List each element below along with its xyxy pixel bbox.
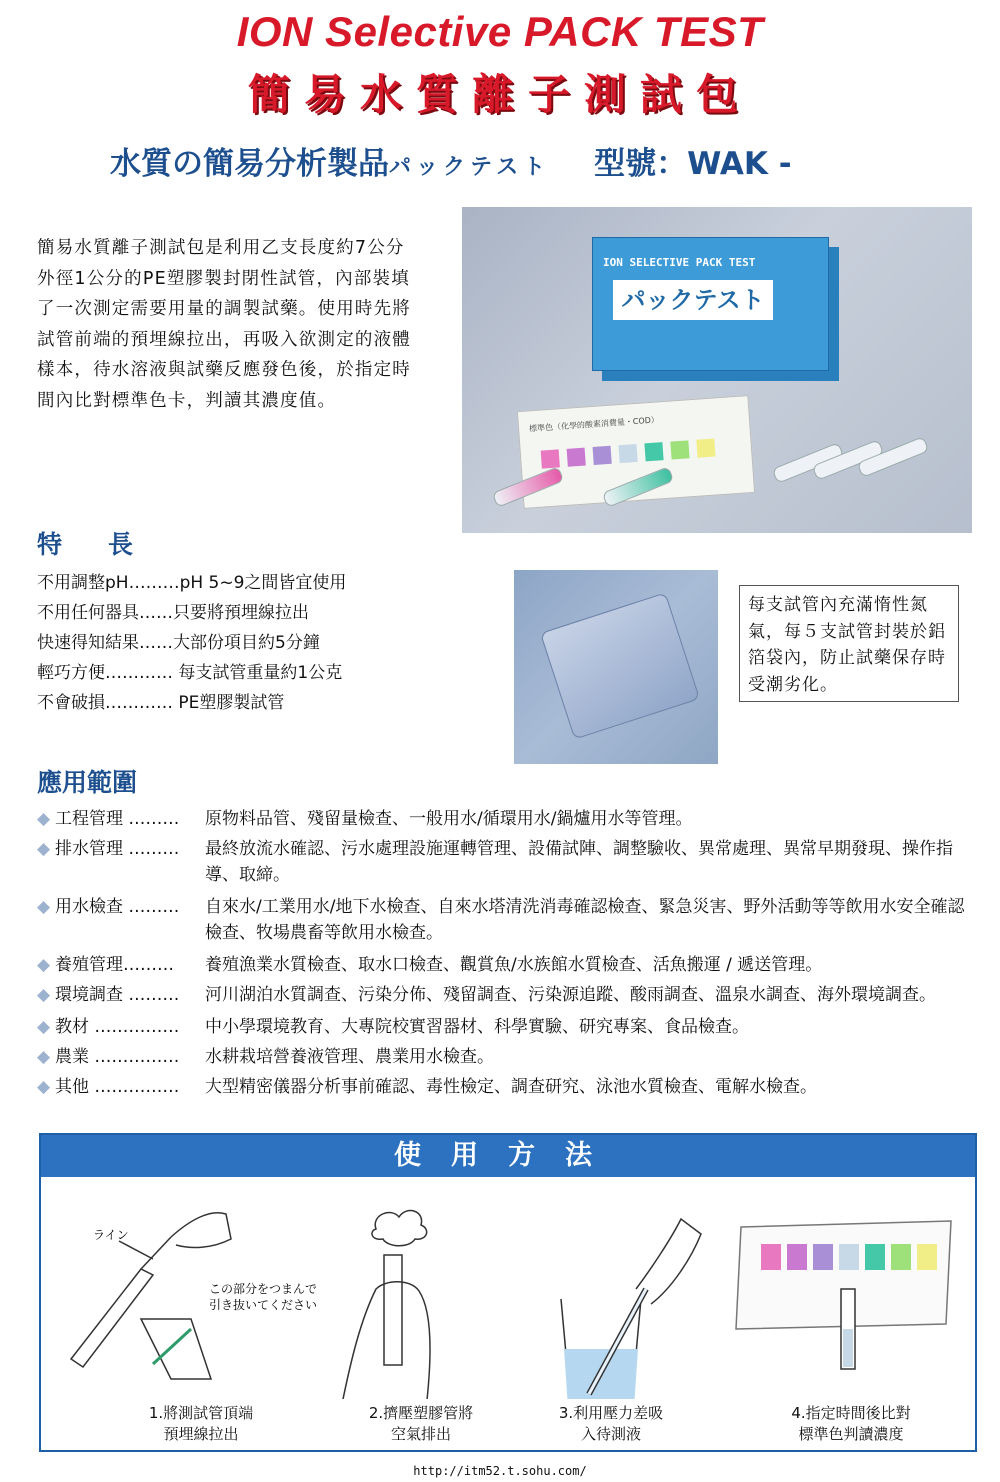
usage-illustrations: [41, 1179, 975, 1399]
chart-chip: [839, 1244, 859, 1270]
feature-item: 輕巧方便………… 每支試管重量約1公克: [37, 663, 343, 683]
diamond-bullet-icon: ◆: [37, 955, 51, 975]
applications-list: [37, 806, 967, 1100]
feature-item: 不用調整pH………pH 5~9之間皆宜使用: [37, 573, 347, 593]
diamond-bullet-icon: ◆: [37, 839, 51, 859]
step4-illustration: [736, 1221, 951, 1369]
color-chip: [644, 442, 663, 461]
step-2: 2.擠壓塑膠管將 空氣排出: [368, 1404, 474, 1443]
box-brand: パックテスト: [613, 280, 773, 320]
step-3: 3.利用壓力差吸 入待測液: [558, 1404, 664, 1443]
card-label: 標準色（化學的酸素消費量・COD）: [528, 415, 660, 434]
features-heading-2: 長: [108, 530, 136, 559]
line-label: ライン: [93, 1228, 129, 1242]
diamond-bullet-icon: ◆: [37, 809, 51, 829]
step1-illustration: [71, 1213, 317, 1379]
color-chip: [593, 446, 612, 465]
color-chip: [696, 439, 715, 458]
diamond-bullet-icon: ◆: [37, 985, 51, 1005]
chart-chip: [761, 1244, 781, 1270]
model-number: 型號：WAK -: [594, 146, 792, 182]
diamond-bullet-icon: ◆: [37, 1017, 51, 1037]
step-4: 4.指定時間後比對 標準色判讀濃度: [791, 1404, 911, 1443]
color-chip: [567, 448, 586, 467]
diamond-bullet-icon: ◆: [37, 1047, 51, 1067]
color-chip: [541, 449, 560, 468]
foil-note: 每支試管內充滿惰性氮氣，每５支試管封裝於鋁箔袋內，防止試藥保存時受潮劣化。: [739, 585, 959, 702]
application-item: ◆ 用水檢查 ……… 自來水/工業用水/地下水檢查、自來水塔清洗消毒確認檢查、緊急災害、野外活動等等飲用水安全確認檢查、牧場農畜等飲用水檢查。: [37, 894, 967, 946]
chart-chip: [865, 1244, 885, 1270]
title-chinese: 簡易水質離子測試包: [247, 70, 752, 119]
subtitle: [110, 138, 792, 183]
step2-illustration: [341, 1211, 430, 1399]
features-heading-1: 特: [37, 530, 65, 559]
application-item: ◆ 排水管理 ……… 最終放流水確認、污水處理設施運轉管理、設備試陣、調整驗收、異常處理、異常早期發現、操作指導、取締。: [37, 836, 967, 888]
usage-method-heading: 使用方法: [41, 1135, 975, 1177]
feature-item: 快速得知結果……大部份項目約5分鐘: [37, 633, 320, 653]
pull-label-2: 引き抜いてください: [209, 1298, 318, 1312]
feature-item: 不用任何器具……只要將預埋線拉出: [37, 603, 309, 623]
footer-url[interactable]: http://itm52.t.sohu.com/: [413, 1464, 587, 1478]
intro-paragraph: 簡易水質離子測試包是利用乙支長度約7公分外徑1公分的PE塑膠製封閉性試管，內部裝填了一次測定需要用量的調製試藥。使用時先將試管前端的預埋線拉出，再吸入欲測定的液體樣本，待水溶液與試藥反應發色後，於指定時間內比對標準色卡，判讀其濃度值。: [37, 238, 411, 411]
color-chip: [670, 440, 689, 459]
chart-chip: [813, 1244, 833, 1270]
subtitle-kana: パックテスト: [389, 155, 551, 180]
usage-method-panel: [39, 1133, 977, 1452]
application-item: ◆ 環境調查 ……… 河川湖泊水質調查、污染分佈、殘留調查、污染源追蹤、酸雨調查、溫泉水調查、海外環境調查。: [37, 982, 967, 1008]
features-list: [37, 568, 346, 718]
step-1: 1.將測試管頂端 預埋線拉出: [148, 1404, 254, 1443]
color-chip: [618, 444, 637, 463]
title-english: ION Selective PACK TEST: [236, 8, 764, 55]
application-item: ◆ 其他 …………… 大型精密儀器分析事前確認、毒性檢定、調查研究、泳池水質檢查、電解水檢查。: [37, 1074, 967, 1100]
application-item: ◆ 教材 …………… 中小學環境教育、大專院校實習器材、科學實驗、研究專案、食品檢查。: [37, 1014, 967, 1040]
application-item: ◆ 工程管理 ……… 原物料品管、殘留量檢查、一般用水/循環用水/鍋爐用水等管理。: [37, 806, 967, 832]
feature-item: 不會破損………… PE塑膠製試管: [37, 693, 285, 713]
chart-chip: [917, 1244, 937, 1270]
features-heading: [37, 525, 135, 561]
pull-label-1: この部分をつまんで: [209, 1282, 318, 1296]
applications-heading: 應用範圍: [37, 768, 138, 797]
chart-chip: [787, 1244, 807, 1270]
application-item: ◆ 農業 …………… 水耕栽培營養液管理、農業用水檢查。: [37, 1044, 967, 1070]
product-photo: [462, 207, 972, 533]
chart-chip: [891, 1244, 911, 1270]
step3-illustration: [561, 1219, 701, 1399]
product-box: [592, 237, 829, 371]
diamond-bullet-icon: ◆: [37, 1077, 51, 1097]
foil-pack-photo: [514, 570, 718, 764]
subtitle-main: 水質の簡易分析製品: [110, 146, 389, 182]
application-item: ◆ 養殖管理……… 養殖漁業水質檢查、取水口檢查、觀賞魚/水族館水質檢查、活魚搬運 / 遞送管理。: [37, 952, 967, 978]
foil-pack: [540, 592, 700, 739]
diamond-bullet-icon: ◆: [37, 897, 51, 917]
box-label: ION SELECTIVE PACK TEST: [603, 256, 756, 269]
